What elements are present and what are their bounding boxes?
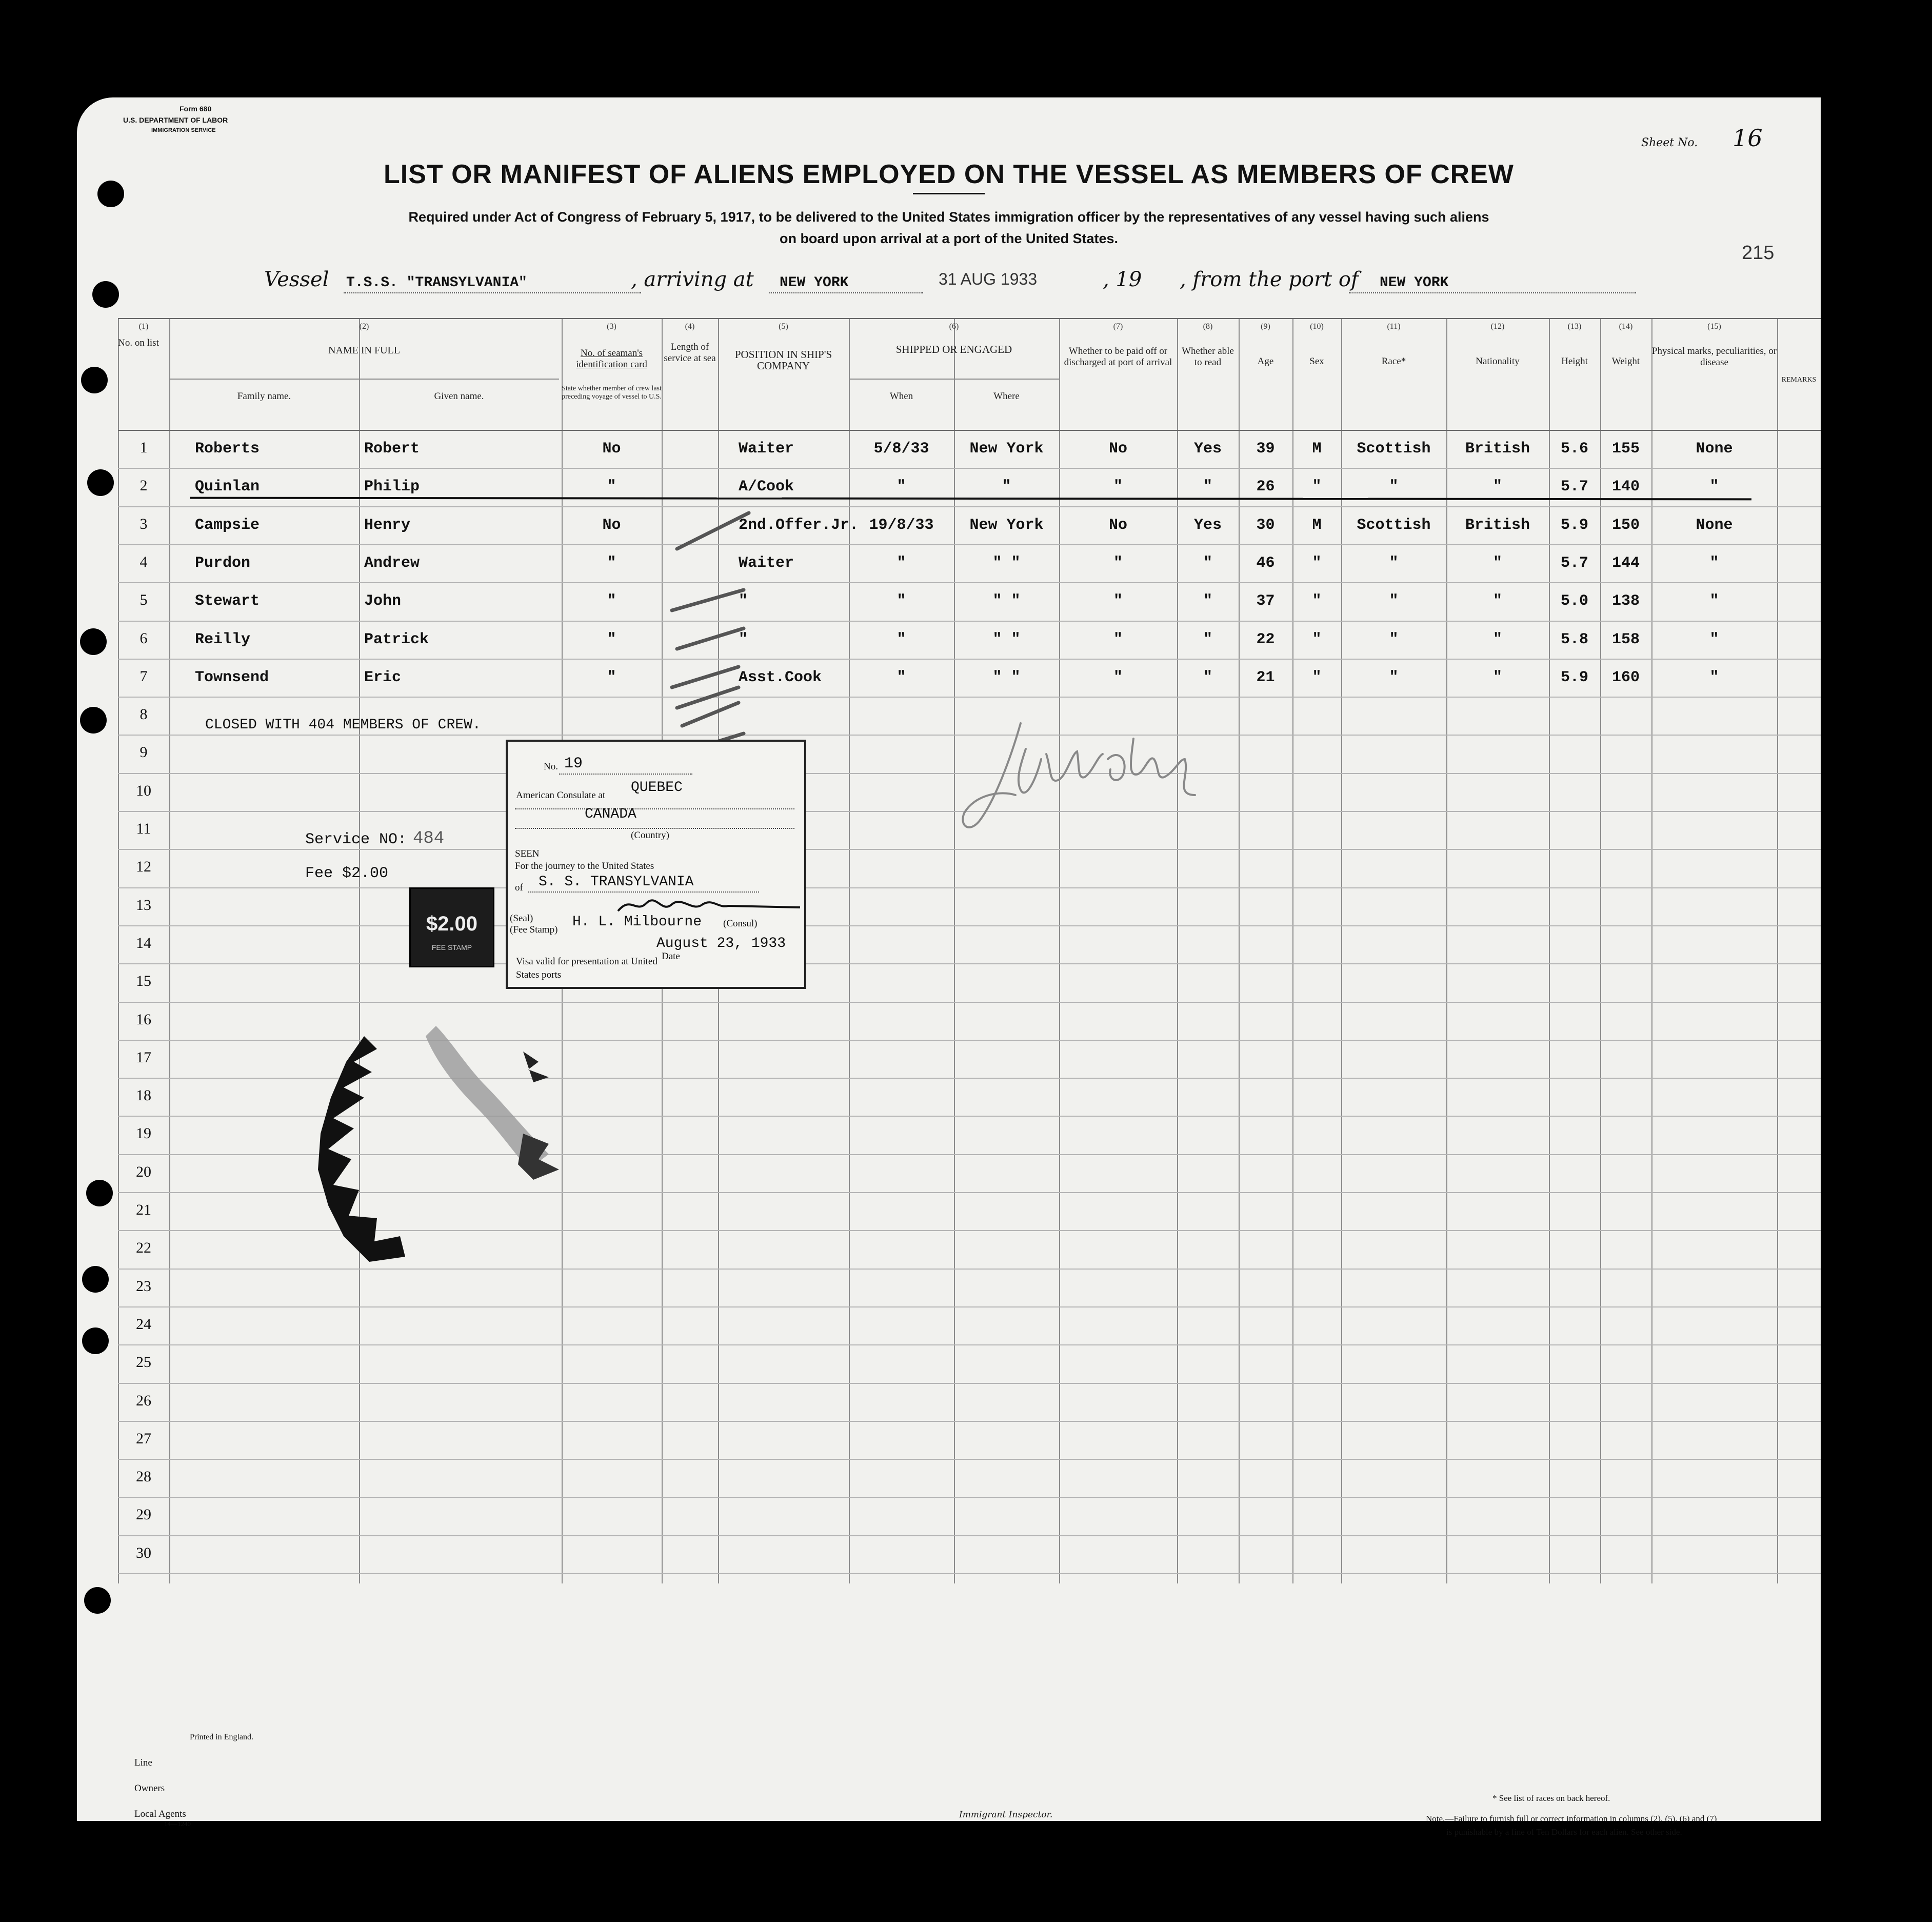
- age-cell: 30: [1256, 516, 1275, 534]
- paid-off-cell: No: [1108, 516, 1127, 534]
- race-cell: ": [1389, 592, 1399, 610]
- height-cell: 5.6: [1560, 440, 1588, 458]
- row-rule: [118, 1535, 1821, 1536]
- visa-of-label: of: [515, 882, 523, 893]
- given-name-cell: Henry: [364, 516, 411, 534]
- subtitle-line-2: on board upon arrival at a port of the United States.: [779, 231, 1119, 246]
- race-cell: Scottish: [1357, 516, 1431, 534]
- age-cell: 21: [1256, 668, 1275, 686]
- row-number: 3: [140, 515, 148, 532]
- column-rule: [1177, 318, 1178, 1583]
- header-family-name: Family name.: [237, 391, 291, 402]
- immigrant-inspector-label: Immigrant Inspector.: [959, 1810, 1053, 1820]
- able-to-read-cell: ": [1203, 554, 1212, 572]
- given-name-cell: Robert: [364, 440, 420, 458]
- family-name-cell: Reilly: [195, 630, 251, 648]
- visa-ship: S. S. TRANSYLVANIA: [539, 874, 694, 890]
- column-number: (6): [949, 322, 959, 331]
- paid-off-cell: No: [1108, 440, 1127, 458]
- weight-cell: 150: [1611, 516, 1640, 534]
- height-cell: 5.8: [1560, 630, 1588, 648]
- age-cell: 46: [1256, 554, 1275, 572]
- column-number: (1): [138, 322, 149, 331]
- header-race: Race*: [1381, 356, 1406, 367]
- printed-in-england: Printed in England.: [190, 1733, 253, 1741]
- nationality-cell: British: [1465, 440, 1530, 458]
- row-number: 28: [136, 1468, 151, 1485]
- visa-consulate-label: American Consulate at: [516, 790, 606, 801]
- binder-hole: [82, 1327, 109, 1354]
- column-number: (11): [1387, 322, 1401, 331]
- visa-journey: For the journey to the United States: [515, 861, 654, 871]
- row-number: 1: [140, 439, 148, 456]
- shipped-where-cell: New York: [969, 516, 1044, 534]
- row-number: 8: [140, 706, 148, 723]
- row-rule: [118, 659, 1821, 660]
- position-cell: 2nd.Offer.Jr.: [739, 516, 859, 534]
- row-number: 5: [140, 591, 148, 609]
- height-cell: 5.9: [1560, 668, 1588, 686]
- row-number: 30: [136, 1544, 151, 1561]
- footer-line-label: Line: [134, 1757, 152, 1768]
- family-name-cell: Stewart: [195, 592, 260, 610]
- row-number: 22: [136, 1239, 151, 1257]
- binder-hole: [86, 1180, 113, 1206]
- visa-consul-label: (Consul): [723, 918, 758, 929]
- from-port-label: , from the port of: [1180, 268, 1359, 291]
- family-name-cell: Townsend: [195, 668, 269, 686]
- column-number: (14): [1619, 322, 1633, 331]
- shipped-when-cell: ": [897, 630, 906, 648]
- column-rule: [1446, 318, 1447, 1583]
- row-number: 19: [136, 1125, 151, 1142]
- page-stamp: 215: [1742, 242, 1775, 264]
- form-number: Form 680: [180, 105, 212, 113]
- embossed-seal: [282, 1021, 590, 1298]
- row-rule: [118, 1383, 1821, 1384]
- service-number-label: Service NO:: [305, 831, 407, 848]
- column-number: (13): [1567, 322, 1582, 331]
- able-to-read-cell: ": [1203, 668, 1212, 686]
- header-bottom-rule: [118, 430, 1821, 431]
- weight-cell: 155: [1611, 440, 1640, 458]
- row-rule: [118, 506, 1821, 507]
- row-rule: [118, 697, 1821, 698]
- row-number: 29: [136, 1506, 151, 1523]
- header-able-to-read: Whether able to read: [1182, 346, 1234, 368]
- visa-country-label: (Country): [631, 830, 669, 841]
- able-to-read-cell: Yes: [1193, 440, 1222, 458]
- subtitle-line-1: Required under Act of Congress of February 5, 1917, to be delivered to the United States immigration officer by the representatives of any vessel having such aliens: [408, 209, 1489, 225]
- given-name-cell: John: [364, 592, 402, 610]
- header-weight: Weight: [1611, 356, 1640, 367]
- header-sex: Sex: [1309, 356, 1324, 367]
- fee-stamp-label: FEE STAMP: [431, 943, 472, 952]
- physical-marks-cell: None: [1696, 440, 1733, 458]
- seaman-card-cell: ": [607, 478, 616, 496]
- sex-cell: ": [1312, 668, 1322, 686]
- height-cell: 5.0: [1560, 592, 1588, 610]
- shipped-when-cell: 19/8/33: [869, 516, 934, 534]
- header-name-in-full: NAME IN FULL: [328, 345, 400, 356]
- nationality-cell: British: [1465, 516, 1530, 534]
- row-number: 6: [140, 629, 148, 647]
- position-cell: Asst.Cook: [739, 668, 822, 686]
- visa-valid-line-1: Visa valid for presentation at United: [516, 956, 658, 967]
- position-cell: A/Cook: [739, 478, 794, 496]
- visa-seen: SEEN: [515, 848, 540, 859]
- binder-hole: [97, 181, 124, 207]
- physical-marks-cell: ": [1709, 592, 1719, 610]
- weight-cell: 144: [1611, 554, 1640, 572]
- title-rule: [913, 193, 985, 194]
- race-cell: ": [1389, 478, 1399, 496]
- visa-number: 19: [564, 755, 583, 772]
- column-number: (10): [1310, 322, 1324, 331]
- arriving-label: , arriving at: [631, 268, 754, 291]
- header-length-of-service: Length of service at sea: [664, 342, 716, 364]
- binder-hole: [80, 628, 107, 655]
- weight-cell: 160: [1611, 668, 1640, 686]
- nationality-cell: ": [1492, 668, 1502, 686]
- given-name-cell: Andrew: [364, 554, 420, 572]
- column-number: (3): [607, 322, 616, 331]
- footer-form-code: 14—1240: [164, 1820, 191, 1828]
- header-seaman-card-note: State whether member of crew last preceding voyage of vessel to U.S.: [562, 385, 662, 401]
- row-number: 14: [136, 934, 151, 952]
- header-paid-off: Whether to be paid off or discharged at port of arrival: [1064, 346, 1172, 368]
- seaman-card-cell: ": [607, 668, 616, 686]
- service-label: IMMIGRATION SERVICE: [151, 127, 216, 133]
- row-rule: [118, 544, 1821, 545]
- age-cell: 26: [1256, 478, 1275, 496]
- row-rule: [118, 468, 1821, 469]
- table-top-rule: [118, 318, 1821, 319]
- row-number: 18: [136, 1087, 151, 1104]
- visa-seal-label: (Seal): [510, 913, 533, 924]
- physical-marks-cell: ": [1709, 478, 1719, 496]
- column-rule: [118, 318, 119, 1583]
- able-to-read-cell: Yes: [1193, 516, 1222, 534]
- row-number: 21: [136, 1201, 151, 1218]
- sex-cell: ": [1312, 554, 1322, 572]
- sex-cell: ": [1312, 630, 1322, 648]
- shipped-when-cell: ": [897, 554, 906, 572]
- column-number: (8): [1203, 322, 1213, 331]
- seaman-card-cell: No: [602, 516, 621, 534]
- row-rule: [118, 1002, 1821, 1003]
- age-cell: 39: [1256, 440, 1275, 458]
- shipped-where-cell: " ": [992, 668, 1021, 686]
- arrival-date-stamp: 31 AUG 1933: [939, 270, 1038, 288]
- footer-local-agents-label: Local Agents: [134, 1809, 186, 1819]
- shipped-where-cell: " ": [992, 592, 1021, 610]
- seaman-card-cell: ": [607, 630, 616, 648]
- shipped-when-cell: ": [897, 668, 906, 686]
- seaman-card-cell: No: [602, 440, 621, 458]
- sex-cell: ": [1312, 592, 1322, 610]
- race-cell: ": [1389, 554, 1399, 572]
- position-cell: Waiter: [739, 440, 794, 458]
- fee-amount: Fee $2.00: [305, 865, 389, 882]
- column-rule: [1651, 318, 1652, 1583]
- column-rule: [1341, 318, 1342, 1583]
- row-number: 23: [136, 1277, 151, 1295]
- family-name-cell: Purdon: [195, 554, 251, 572]
- binder-hole: [82, 1266, 109, 1293]
- race-footnote: * See list of races on back hereof.: [1492, 1793, 1610, 1803]
- given-name-cell: Philip: [364, 478, 420, 496]
- column-number: (7): [1113, 322, 1123, 331]
- row-number: 25: [136, 1354, 151, 1371]
- physical-marks-cell: ": [1709, 668, 1719, 686]
- row-number: 11: [136, 820, 151, 837]
- paid-off-cell: ": [1113, 630, 1123, 648]
- service-number: 484: [413, 829, 445, 848]
- height-cell: 5.7: [1560, 554, 1588, 572]
- row-number: 10: [136, 782, 151, 799]
- visa-valid-line-2: States ports: [516, 969, 562, 980]
- height-cell: 5.9: [1560, 516, 1588, 534]
- column-number: (15): [1707, 322, 1721, 331]
- shipped-subheader-rule: [849, 379, 1059, 380]
- paid-off-cell: ": [1113, 478, 1123, 496]
- position-cell: ": [739, 592, 748, 610]
- sheet-number: 16: [1732, 124, 1763, 152]
- consular-visa-stamp: [506, 740, 806, 989]
- header-position: POSITION IN SHIP'S COMPANY: [734, 348, 832, 372]
- column-number: (9): [1261, 322, 1270, 331]
- row-rule: [118, 849, 1821, 850]
- seaman-card-cell: ": [607, 554, 616, 572]
- visa-date: August 23, 1933: [656, 936, 786, 952]
- given-name-cell: Patrick: [364, 630, 429, 648]
- row-number: 20: [136, 1163, 151, 1180]
- column-rule: [1059, 318, 1060, 1583]
- column-rule: [169, 318, 170, 1583]
- position-cell: ": [739, 630, 748, 648]
- header-when: When: [889, 391, 913, 402]
- row-number: 13: [136, 896, 151, 914]
- position-cell: Waiter: [739, 554, 794, 572]
- shipped-where-cell: " ": [992, 630, 1021, 648]
- row-rule: [118, 963, 1821, 964]
- header-shipped-engaged: SHIPPED OR ENGAGED: [895, 343, 1012, 355]
- manifest-sheet: [77, 97, 1821, 1837]
- column-number: (5): [779, 322, 788, 331]
- race-cell: Scottish: [1357, 440, 1431, 458]
- race-cell: ": [1389, 630, 1399, 648]
- given-name-cell: Eric: [364, 668, 402, 686]
- shipped-where-cell: " ": [992, 554, 1021, 572]
- visa-city: QUEBEC: [631, 780, 683, 796]
- nationality-cell: ": [1492, 478, 1502, 496]
- able-to-read-cell: ": [1203, 592, 1212, 610]
- column-rule: [849, 318, 850, 1583]
- family-name-cell: Campsie: [195, 516, 260, 534]
- nationality-cell: ": [1492, 554, 1502, 572]
- shipped-where-cell: New York: [969, 440, 1044, 458]
- column-rule: [1777, 318, 1778, 1583]
- row-rule: [118, 1459, 1821, 1460]
- column-rule: [954, 318, 955, 1583]
- row-rule: [118, 1573, 1821, 1574]
- visa-consul-name: H. L. Milbourne: [572, 914, 702, 930]
- visa-country: CANADA: [585, 806, 636, 822]
- column-number: (2): [359, 322, 369, 331]
- sex-cell: M: [1312, 440, 1322, 458]
- paid-off-cell: ": [1113, 592, 1123, 610]
- year-label: , 19: [1103, 268, 1142, 291]
- visa-no-label: No.: [544, 761, 558, 772]
- fee-stamp-value: $2.00: [426, 913, 478, 935]
- row-number: 27: [136, 1430, 151, 1447]
- physical-marks-cell: ": [1709, 630, 1719, 648]
- row-2-strikethrough: [190, 497, 1751, 501]
- penalty-note-line-1: Note.—Failure to furnish full or correct information in columns (2), (5), (6) and (7): [1426, 1814, 1717, 1824]
- row-number: 2: [140, 477, 148, 494]
- family-name-cell: Roberts: [195, 440, 260, 458]
- shipped-where-cell: ": [1002, 478, 1011, 496]
- penalty-note-line-2: is punishable by a fine of Ten Dollars for each alien. See other side.: [1446, 1827, 1682, 1837]
- physical-marks-cell: None: [1696, 516, 1733, 534]
- row-number: 9: [140, 744, 148, 761]
- fee-stamp: [409, 887, 494, 967]
- row-rule: [118, 925, 1821, 926]
- row-number: 12: [136, 858, 151, 876]
- nationality-cell: ": [1492, 592, 1502, 610]
- header-no-on-list: No. on list: [118, 338, 159, 348]
- name-subheader-rule: [169, 379, 559, 380]
- age-cell: 37: [1256, 592, 1275, 610]
- column-number: (4): [685, 322, 695, 331]
- sex-cell: ": [1312, 478, 1322, 496]
- header-nationality: Nationality: [1476, 356, 1520, 367]
- shipped-when-cell: ": [897, 478, 906, 496]
- header-age: Age: [1257, 356, 1274, 367]
- row-rule: [118, 1344, 1821, 1345]
- department-label: U.S. DEPARTMENT OF LABOR: [123, 116, 228, 124]
- binder-hole: [81, 367, 108, 393]
- able-to-read-cell: ": [1203, 478, 1212, 496]
- arrival-port: NEW YORK: [780, 275, 849, 291]
- binder-hole: [87, 469, 114, 496]
- vessel-label: Vessel: [264, 268, 329, 291]
- weight-cell: 158: [1611, 630, 1640, 648]
- sheet-label: Sheet No.: [1641, 136, 1698, 149]
- weight-cell: 140: [1611, 478, 1640, 496]
- column-rule: [1600, 318, 1601, 1583]
- header-where: Where: [993, 391, 1020, 402]
- row-rule: [118, 582, 1821, 583]
- binder-hole: [84, 1587, 111, 1614]
- header-physical-marks: Physical marks, peculiarities, or disease: [1651, 346, 1777, 368]
- row-number: 15: [136, 973, 151, 990]
- row-number: 17: [136, 1048, 151, 1066]
- column-rule: [1239, 318, 1240, 1583]
- footer-owners-label: Owners: [134, 1783, 165, 1794]
- row-number: 26: [136, 1392, 151, 1409]
- physical-marks-cell: ": [1709, 554, 1719, 572]
- shipped-when-cell: 5/8/33: [873, 440, 929, 458]
- binder-hole: [80, 707, 107, 734]
- race-cell: ": [1389, 668, 1399, 686]
- height-cell: 5.7: [1560, 478, 1588, 496]
- family-name-cell: Quinlan: [195, 478, 260, 496]
- column-rule: [1292, 318, 1293, 1583]
- column-number: (12): [1490, 322, 1505, 331]
- visa-fee-stamp-label: (Fee Stamp): [510, 924, 558, 935]
- column-rule: [359, 318, 360, 1583]
- shipped-when-cell: ": [897, 592, 906, 610]
- row-rule: [118, 1421, 1821, 1422]
- vessel-name: T.S.S. "TRANSYLVANIA": [346, 275, 527, 291]
- header-seaman-card: No. of seaman's identification card: [576, 348, 647, 370]
- seaman-card-cell: ": [607, 592, 616, 610]
- row-number: 24: [136, 1315, 151, 1333]
- closing-note: CLOSED WITH 404 MEMBERS OF CREW.: [205, 717, 481, 733]
- column-rule: [1549, 318, 1550, 1583]
- departure-port: NEW YORK: [1380, 275, 1449, 291]
- row-rule: [118, 1497, 1821, 1498]
- nationality-cell: ": [1492, 630, 1502, 648]
- age-cell: 22: [1256, 630, 1275, 648]
- header-given-name: Given name.: [434, 391, 484, 402]
- paid-off-cell: ": [1113, 668, 1123, 686]
- paid-off-cell: ": [1113, 554, 1123, 572]
- row-rule: [118, 621, 1821, 622]
- weight-cell: 138: [1611, 592, 1640, 610]
- sex-cell: M: [1312, 516, 1322, 534]
- row-rule: [118, 1306, 1821, 1307]
- header-height: Height: [1561, 356, 1588, 367]
- row-rule: [118, 887, 1821, 888]
- row-number: 7: [140, 667, 148, 685]
- header-remarks: REMARKS: [1781, 376, 1817, 384]
- able-to-read-cell: ": [1203, 630, 1212, 648]
- visa-date-label: Date: [662, 951, 680, 962]
- inspector-signature: [949, 718, 1236, 836]
- row-number: 16: [136, 1010, 151, 1028]
- row-number: 4: [140, 553, 148, 570]
- binder-hole: [92, 281, 119, 308]
- manifest-title: LIST OR MANIFEST OF ALIENS EMPLOYED ON THE VESSEL AS MEMBERS OF CREW: [384, 160, 1514, 189]
